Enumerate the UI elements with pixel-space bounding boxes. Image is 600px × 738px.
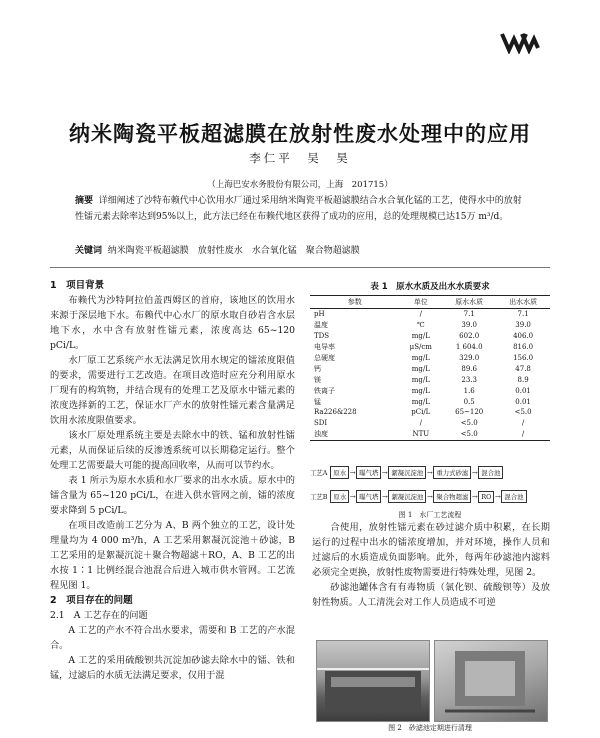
table-cell: pH xyxy=(314,310,325,319)
right-column-text xyxy=(312,520,550,610)
table-row xyxy=(310,429,550,440)
table-row xyxy=(310,309,550,320)
table-cell: ℃ xyxy=(416,321,425,330)
paper-title: 纳米陶瓷平板超滤膜在放射性废水处理中的应用 xyxy=(69,121,531,146)
table-cell: pCi/L xyxy=(411,408,431,417)
photo-detail-left xyxy=(317,641,429,721)
arrow-icon: → xyxy=(349,468,356,477)
table-row xyxy=(310,407,550,418)
table-cell: 锰 xyxy=(314,397,321,406)
table-cell: 816.0 xyxy=(513,343,534,352)
process-step-box: 聚合物超滤 xyxy=(433,490,471,503)
table-row xyxy=(310,320,550,331)
section-2-1-heading: 2.1 A 工艺存在的问题 xyxy=(50,610,148,621)
table-cell: 0.5 xyxy=(463,397,475,406)
table-cell: Ra226&228 xyxy=(314,408,357,417)
table-cell: 钙 xyxy=(314,364,321,373)
table-row xyxy=(310,331,550,342)
process-row-label: 工艺B xyxy=(310,493,328,501)
arrow-icon: → xyxy=(494,492,501,501)
table-row xyxy=(310,374,550,385)
table-cell: 39.0 xyxy=(515,321,531,330)
table-cell: 39.0 xyxy=(461,321,477,330)
sand-filter-photo-left xyxy=(316,640,430,722)
paragraph: 布赖代为沙特阿拉伯盖西姆区的首府，该地区的饮用水来源于深层地下水。布赖代中心水厂的原水取自砂岩含水层地下水，水中含有放射性镭元素，浓度高达 65~120 pCi/L。 xyxy=(50,295,295,351)
process-step-box: 曝气塔 xyxy=(356,490,381,503)
table-cell: NTU xyxy=(399,429,442,440)
paragraph: A 工艺的采用硫酸钡共沉淀加砂滤去除水中的镭、铁和锰，过滤后的水质无法满足要求，仅用于混 xyxy=(50,655,295,681)
paragraph: 水厂原工艺系统产水无法满足饮用水规定的镭浓度限值的要求，需要进行工艺改造。在项目改造时应充分利用原水厂现有的构筑物，并结合现有的处理工艺及原水中镭元素的浓度选择新的工艺，保证水厂产水的放射性镭元素含量满足饮用水浓度限值要求。 xyxy=(50,355,295,426)
keywords-text: 纳米陶瓷平板超滤膜 放射性废水 水合氧化锰 聚合物超滤膜 xyxy=(107,246,360,256)
table-cell: 156.0 xyxy=(513,354,534,362)
table-cell: / xyxy=(496,429,550,440)
table-cell: 7.1 xyxy=(517,310,529,319)
table-cell: mg/L xyxy=(411,386,430,395)
paragraph: A 工艺的产水不符合出水要求，需要和 B 工艺的产水混合。 xyxy=(50,625,295,651)
table-cell: <5.0 xyxy=(460,419,478,428)
process-step-box: 絮凝沉淀池 xyxy=(388,466,426,479)
table-cell: 8.9 xyxy=(517,375,529,384)
table-cell: mg/L xyxy=(411,397,430,406)
table-cell: 406.0 xyxy=(513,332,534,341)
table-cell: 1 604.0 xyxy=(455,343,483,352)
arrow-icon: → xyxy=(426,492,433,501)
table-cell: 47.8 xyxy=(515,364,531,373)
arrow-icon: → xyxy=(471,468,478,477)
process-row-label: 工艺A xyxy=(310,469,328,477)
table-row xyxy=(310,363,550,374)
table-cell: 89.6 xyxy=(461,364,477,373)
table-cell: 329.0 xyxy=(459,354,480,362)
arrow-icon: → xyxy=(381,468,388,477)
table-cell: TDS xyxy=(314,332,330,341)
paragraph: 该水厂原处理系统主要是去除水中的铁、锰和放射性镭元素，从而保证后续的反渗透系统可以长期稳定运行。整个处理工艺需要最大可能的提高回收率，从而可以节约水。 xyxy=(50,430,295,471)
paragraph: 在项目改造前工艺分为 A、B 两个独立的工艺，设计处理量均为 4 000 m³/h，A 工艺采用絮凝沉淀池＋砂滤，B 工艺采用的是絮凝沉淀＋聚合物超滤＋RO，A、B 工艺的出水按 1∶1 比例经混合池混合后进入城市供水管网。工艺流程见图 1。 xyxy=(50,520,295,591)
process-row-b xyxy=(310,490,527,503)
table-cell: 7.1 xyxy=(463,310,475,319)
table-cell: SDI xyxy=(314,419,328,428)
table-row xyxy=(310,396,550,407)
left-column xyxy=(50,278,295,683)
table-header-cell: 原水水质 xyxy=(442,296,496,309)
table-cell: 1.6 xyxy=(463,386,475,395)
figure-2-caption: 图 2 砂滤池定期进行清理 xyxy=(388,724,472,732)
arrow-icon: → xyxy=(426,468,433,477)
table-cell: 0.01 xyxy=(515,397,531,406)
keywords xyxy=(75,243,525,256)
table-cell: 电导率 xyxy=(314,343,335,352)
table-cell: 0.01 xyxy=(515,386,531,395)
table-header-cell: 出水水质 xyxy=(496,296,550,309)
section-1-heading: 1 项目背景 xyxy=(50,280,105,291)
table-cell: 23.3 xyxy=(461,375,477,384)
table-header-cell: 单位 xyxy=(399,296,442,309)
keywords-label: 关键词 xyxy=(75,246,103,256)
table-cell: 铁离子 xyxy=(314,386,335,395)
arrow-icon: → xyxy=(382,492,388,501)
table-cell: 镁 xyxy=(314,375,321,384)
table-cell: <5.0 xyxy=(442,429,496,440)
process-row-a xyxy=(310,466,503,479)
table-row xyxy=(310,342,550,353)
table-cell: / xyxy=(521,419,525,428)
table-header-cell: 参数 xyxy=(310,296,399,309)
abstract-text: 详细阐述了沙特布赖代中心饮用水厂通过采用纳米陶瓷平板超滤膜结合水合氧化锰的工艺，使得水中的放射性镭元素去除率达到95%以上，此方法已经在布赖代地区获得了成功的应用，总的处理规模已达15万 m³/d。 xyxy=(75,196,522,222)
table-cell: 602.0 xyxy=(459,332,480,341)
table-cell: mg/L xyxy=(411,364,430,373)
table-row xyxy=(310,353,550,364)
process-step-box: 混合池 xyxy=(501,490,526,503)
divider xyxy=(50,267,550,268)
table-cell: mg/L xyxy=(411,354,430,362)
table-cell: mg/L xyxy=(411,375,430,384)
table-cell: 总硬度 xyxy=(314,354,335,362)
process-step-box: 重力式砂滤 xyxy=(433,466,471,479)
abstract xyxy=(75,193,525,225)
process-step-box: 原水 xyxy=(330,466,349,479)
section-2-heading: 2 项目存在的问题 xyxy=(50,595,133,606)
sand-filter-photo-right xyxy=(434,640,548,722)
table-header-row xyxy=(310,296,550,309)
paragraph: 砂滤池罐体含有有毒物质（氯化钡、硫酸钡等）及放射性物质。人工清洗会对工作人员造成不可逆 xyxy=(312,582,550,608)
photo-detail-right xyxy=(435,641,547,721)
process-step-box: RO xyxy=(478,491,494,503)
table-1 xyxy=(310,295,550,441)
authors: 李仁平 吴 昊 xyxy=(249,151,351,165)
table-cell: mg/L xyxy=(411,332,430,341)
process-step-box: 曝气塔 xyxy=(356,466,381,479)
journal-logo-icon xyxy=(500,30,540,54)
abstract-label: 摘要 xyxy=(75,196,94,206)
arrow-icon: → xyxy=(471,492,478,501)
table-cell: / xyxy=(419,419,422,428)
table-cell: μS/cm xyxy=(409,343,432,352)
figure-1-caption: 图 1 水厂工艺流程 xyxy=(398,511,462,519)
table-cell: 温度 xyxy=(314,321,328,330)
table-1-caption: 表 1 原水水质及出水水质要求 xyxy=(370,282,490,292)
table-cell: <5.0 xyxy=(514,408,532,417)
process-step-box: 原水 xyxy=(330,490,349,503)
table-cell: 浊度 xyxy=(310,429,399,440)
figure-1-process-flow xyxy=(310,462,550,512)
table-row xyxy=(310,418,550,429)
table-row xyxy=(310,385,550,396)
process-step-box: 絮凝沉淀池 xyxy=(388,490,426,503)
table-cell: 65~120 xyxy=(455,408,484,417)
table-cell: / xyxy=(419,310,422,319)
paragraph: 表 1 所示为原水水质和水厂要求的出水水质。原水中的镭含量为 65~120 pCi/L，在进入供水管网之前，镭的浓度要求降到 5 pCi/L。 xyxy=(50,475,295,516)
process-step-box: 混合池 xyxy=(478,466,503,479)
paragraph: 合使用，放射性镭元素在砂过滤介质中积累，在长期运行的过程中出水的镭浓度增加，并对环境，操作人员和过滤后的水质造成负面影响。此外，每两年砂滤池内滤料必须完全更换，放射性废物需要进行特殊处理，见图 2。 xyxy=(312,522,550,578)
arrow-icon: → xyxy=(349,492,356,501)
affiliation: （上海巴安水务股份有限公司，上海 201715） xyxy=(207,180,393,190)
